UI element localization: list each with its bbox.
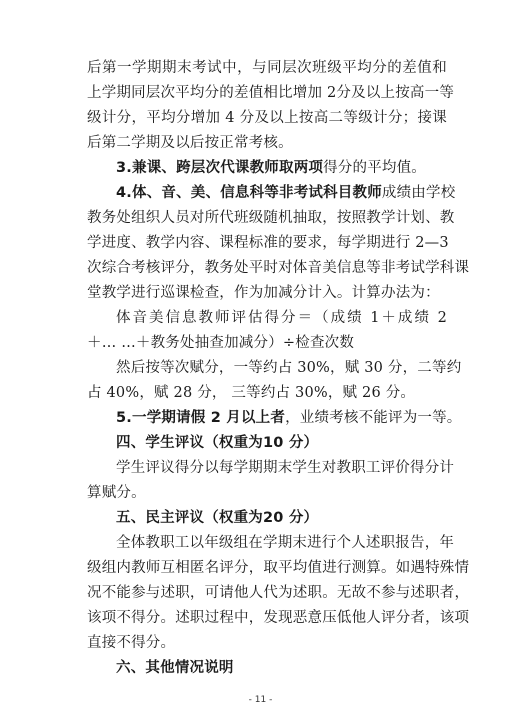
- text-line: [116, 433, 447, 453]
- text-line: [116, 408, 462, 428]
- text-line: [116, 183, 456, 203]
- text-run: 成绩由学校: [381, 185, 456, 201]
- text-line: [87, 133, 447, 153]
- text-line: [116, 508, 447, 528]
- text-run: 上学期同层次平均分的差值相比增加 2分及以上按高一等: [87, 85, 455, 101]
- text-run: 次综合考核评分，教务处平时对体音美信息等非考试学科课: [87, 260, 470, 276]
- text-run: 直接不得分。: [87, 635, 176, 651]
- text-line: [87, 383, 447, 403]
- text-run: 后第二学期及以后按正常考核。: [87, 135, 293, 151]
- text-line: [87, 233, 447, 253]
- text-line: [116, 308, 447, 328]
- text-run: 全体教职工以年级组在学期末进行个人述职报告，年: [116, 535, 455, 551]
- text-run: 算赋分。: [87, 485, 146, 501]
- text-line: [116, 658, 447, 678]
- text-line: [87, 283, 447, 303]
- text-run: ，业绩考核不能评为一等。: [285, 410, 462, 426]
- text-run: 然后按等次赋分，一等约占 30%，赋 30 分，二等约: [116, 360, 462, 376]
- text-run: 学进度、教学内容、课程标准的要求，每学期进行 2—3: [87, 235, 449, 251]
- page-number: - 11 -: [248, 695, 273, 705]
- text-run: 级组内教师互相匿名评分，取平均值进行测算。如遇特殊情: [87, 560, 470, 576]
- text-line: [87, 558, 470, 578]
- text-run: 后第一学期期末考试中，与同层次班级平均分的差值和: [87, 60, 447, 76]
- text-run: 堂教学进行巡课检查，作为加减分计入。计算办法为：: [87, 285, 440, 301]
- text-line: [87, 333, 447, 353]
- bold-text-run: 五、民主评议（权重为20 分）: [116, 510, 319, 526]
- bold-text-run: 3.兼课、跨层次代课教师取两项: [116, 160, 324, 176]
- text-line: [116, 358, 462, 378]
- text-line: [116, 158, 447, 178]
- text-run: 得分的平均值。: [323, 160, 427, 176]
- text-line: [87, 83, 455, 103]
- text-line: [116, 533, 455, 553]
- text-run: 体音美信息教师评估得分＝（成绩 1＋成绩 2: [116, 310, 447, 326]
- text-run: 学生评议得分以每学期期末学生对教职工评价得分计: [116, 460, 455, 476]
- bold-text-run: 四、学生评议（权重为10 分）: [116, 435, 319, 451]
- text-run: 况不能参与述职，可请他人代为述职。无故不参与述职者，: [87, 585, 470, 601]
- text-line: [87, 483, 447, 503]
- text-line: [87, 258, 470, 278]
- text-run: ＋… …＋教务处抽查加减分）÷检查次数: [87, 335, 355, 351]
- text-run: 该项不得分。述职过程中，发现恶意压低他人评分者，该项: [87, 610, 470, 626]
- text-line: [87, 108, 447, 128]
- text-run: 教务处组织人员对所代班级随机抽取，按照教学计划、教: [87, 210, 455, 226]
- text-line: [87, 58, 447, 78]
- text-run: 级计分，平均分增加 4 分及以上按高二等级计分；接课: [87, 110, 447, 126]
- text-line: [87, 583, 470, 603]
- bold-text-run: 4.体、音、美、信息科等非考试科目教师: [116, 185, 382, 201]
- bold-text-run: 六、其他情况说明: [116, 660, 234, 676]
- text-line: [87, 633, 447, 653]
- text-line: [87, 208, 455, 228]
- bold-text-run: 5.一学期请假 2 月以上者: [116, 410, 286, 426]
- text-run: 占 40%，赋 28 分， 三等约占 30%，赋 26 分。: [87, 385, 416, 401]
- text-line: [87, 608, 470, 628]
- text-line: [116, 458, 455, 478]
